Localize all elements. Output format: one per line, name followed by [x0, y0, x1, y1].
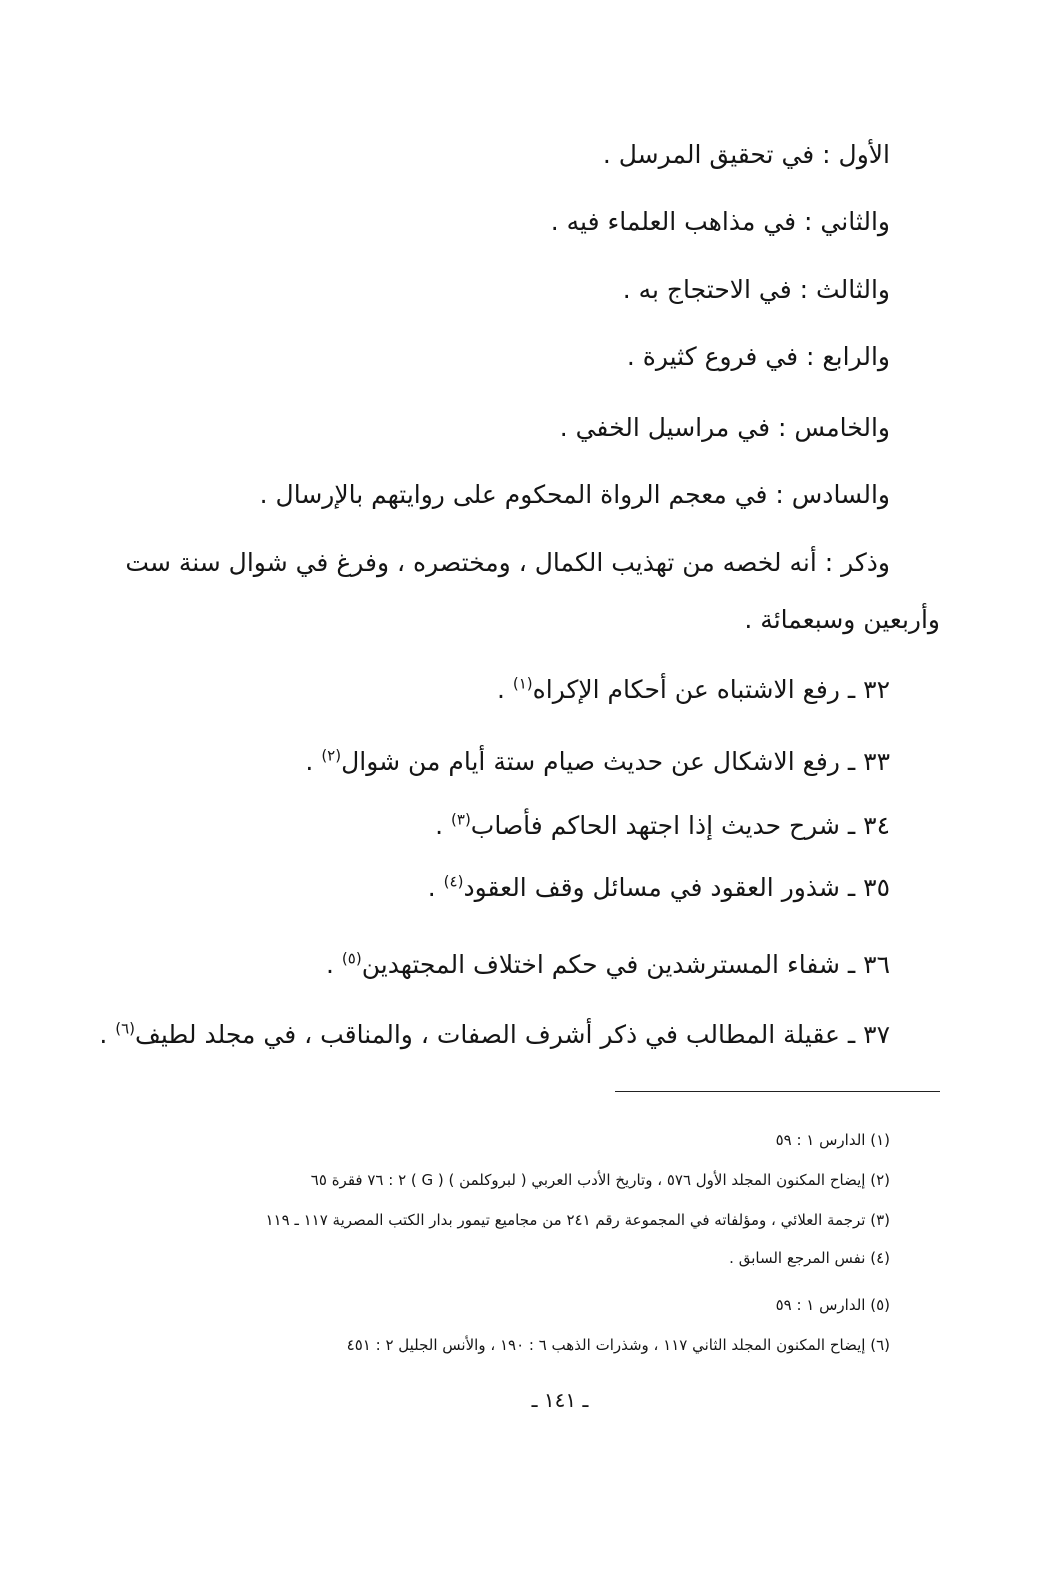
paragraph-line: وذكر : أنه لخصه من تهذيب الكمال ، ومختصره ، وفرغ في شوال سنة ست	[125, 548, 890, 577]
footnote: (٣) ترجمة العلائي ، ومؤلفاته في المجموعة رقم ٢٤١ من مجاميع تيمور بدار الكتب المصرية ١١٧ ـ ١١٩	[265, 1211, 890, 1229]
footnote-marker: (٢)	[321, 746, 342, 765]
work-end: .	[427, 873, 444, 902]
footnote-marker: (١)	[512, 674, 533, 693]
footnote: (٦) إيضاح المكنون المجلد الثاني ١١٧ ، وشذرات الذهب ٦ : ١٩٠ ، والأنس الجليل ٢ : ٤٥١	[346, 1336, 890, 1354]
work-end: .	[496, 675, 513, 704]
work-title: ٣٤ ـ شرح حديث إذا اجتهد الحاكم فأصاب	[470, 811, 890, 840]
intro-line-fourth: والرابع : في فروع كثيرة .	[626, 342, 890, 371]
work-end: .	[435, 811, 452, 840]
intro-line-fifth: والخامس : في مراسيل الخفي .	[559, 413, 890, 442]
work-item	[497, 672, 890, 708]
intro-line-third: والثالث : في الاحتجاج به .	[622, 275, 890, 304]
work-end: .	[99, 1020, 116, 1049]
intro-line-first: الأول : في تحقيق المرسل .	[602, 140, 890, 169]
work-title: ٣٥ ـ شذور العقود في مسائل وقف العقود	[463, 873, 890, 902]
footnote: (٢) إيضاح المكنون المجلد الأول ٥٧٦ ، وتاريخ الأدب العربي ( لبروكلمن ) ( G ) ٢ : ٧٦ فقرة ٦٥	[310, 1171, 890, 1189]
work-end: .	[305, 747, 322, 776]
work-item	[305, 744, 890, 780]
footnote-marker: (٤)	[443, 872, 464, 891]
work-title: ٣٦ ـ شفاء المسترشدين في حكم اختلاف المجتهدين	[361, 950, 890, 979]
footnote-marker: (٥)	[341, 949, 362, 968]
footnote-marker: (٣)	[451, 810, 471, 829]
work-item	[428, 870, 890, 906]
work-title: ٣٧ ـ عقيلة المطالب في ذكر أشرف الصفات ، والمناقب ، في مجلد لطيف	[135, 1020, 890, 1049]
work-item	[99, 1017, 890, 1053]
work-title: ٣٢ ـ رفع الاشتباه عن أحكام الإكراه	[532, 675, 890, 704]
intro-line-second: والثاني : في مذاهب العلماء فيه .	[550, 207, 890, 236]
work-item	[435, 808, 890, 844]
footnote-marker: (٦)	[115, 1019, 135, 1038]
footnote: (١) الدارس ١ : ٥٩	[775, 1131, 890, 1149]
work-end: .	[326, 950, 342, 979]
work-item	[326, 947, 890, 983]
page-number: ـ ١٤١ ـ	[531, 1388, 589, 1412]
footnote: (٤) نفس المرجع السابق .	[729, 1249, 890, 1267]
footnote-separator	[615, 1091, 940, 1092]
intro-line-sixth: والسادس : في معجم الرواة المحكوم على روايتهم بالإرسال .	[259, 480, 890, 509]
paragraph-line: وأربعين وسبعمائة .	[744, 605, 940, 634]
footnote: (٥) الدارس ١ : ٥٩	[775, 1296, 890, 1314]
work-title: ٣٣ ـ رفع الاشكال عن حديث صيام ستة أيام من شوال	[341, 747, 890, 776]
